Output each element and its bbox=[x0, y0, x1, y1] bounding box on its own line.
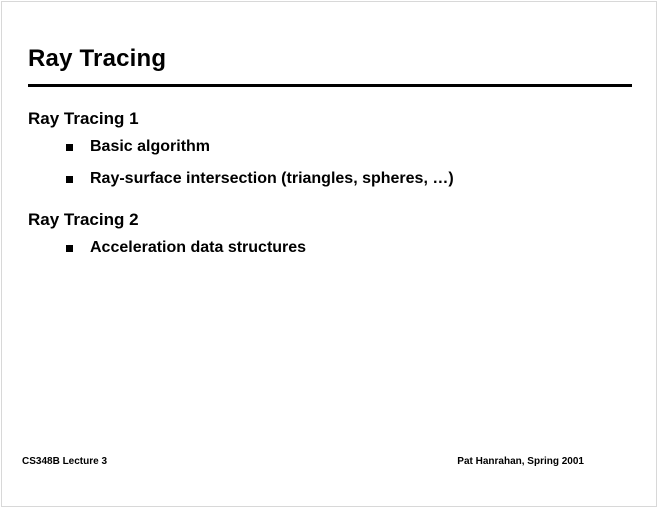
list-item-label: Basic algorithm bbox=[90, 138, 211, 155]
footer-course-label: CS348B Lecture 3 bbox=[22, 456, 108, 467]
title-divider bbox=[28, 84, 632, 87]
slide-body bbox=[28, 108, 632, 270]
section-heading-2: Ray Tracing 2 bbox=[28, 210, 139, 229]
square-bullet-icon bbox=[66, 144, 73, 151]
section-spacer bbox=[28, 201, 632, 209]
section-heading-1: Ray Tracing 1 bbox=[28, 109, 139, 128]
square-bullet-icon bbox=[66, 245, 73, 252]
footer-author-label: Pat Hanrahan, Spring 2001 bbox=[457, 456, 584, 467]
list-item bbox=[28, 169, 632, 189]
page-title: Ray Tracing bbox=[28, 45, 167, 72]
square-bullet-icon bbox=[66, 176, 73, 183]
list-item-label: Ray-surface intersection (triangles, spheres, …) bbox=[90, 170, 454, 187]
list-item bbox=[28, 238, 632, 258]
list-item-label: Acceleration data structures bbox=[90, 239, 307, 256]
list-item bbox=[28, 137, 632, 157]
